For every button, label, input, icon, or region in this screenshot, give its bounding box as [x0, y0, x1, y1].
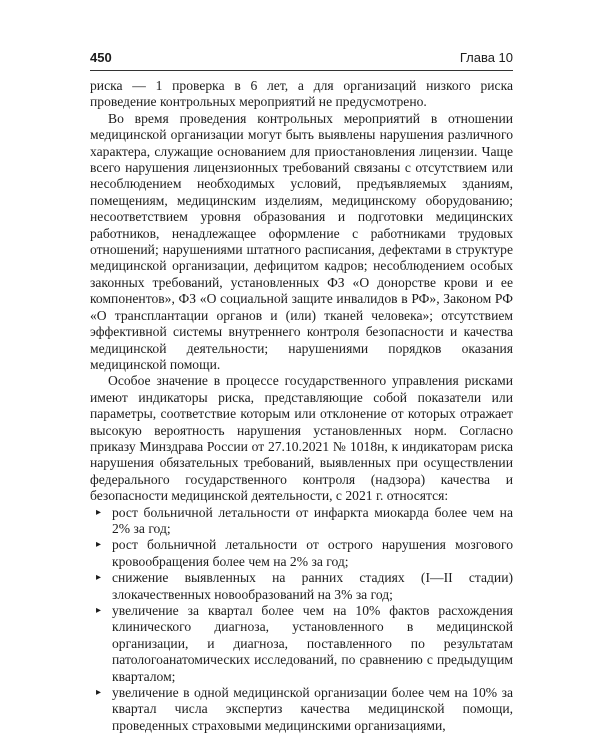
indicator-list — [90, 505, 513, 735]
header-rule — [90, 70, 513, 71]
list-item-text: увеличение в одной медицинской организации более чем на 10% за квартал числа экспертиз качества медицинской помощи, проведенных страховыми медицинскими организациями, — [112, 685, 513, 733]
list-item — [90, 603, 513, 685]
paragraph-violations: Во время проведения контрольных мероприятий в отношении медицинской организации могут быть выявлены нарушения различного характера, служащие основанием для приостановления лицензии. Чаще всего нарушения лицензионных требований связаны с отсутствием или несоблюдением необходимых условий, предъявляемых зданиям, помещениям, медицинским изделиям, медицинскому оборудованию; несоответствием уровня образования и подготовки медицинских работников, ненадлежащее оформление с работниками трудовых отношений; нарушениями штатного расписания, дефектами в структуре медицинской организации, дефицитом кадров; несоблюдением особых законных требований, установленных ФЗ «О донорстве крови и ее компонентов», ФЗ «О социальной защите инвалидов в РФ», Законом РФ «О трансплантации органов и (или) тканей человека»; отсутствием эффективной системы внутреннего контроля безопасности и качества медицинской деятельности; нарушениями порядков оказания медицинской помощи. — [90, 110, 513, 372]
list-item — [90, 537, 513, 570]
chapter-title: Глава 10 — [459, 50, 513, 65]
page-number: 450 — [90, 50, 112, 65]
paragraph-continuation: риска — 1 проверка в 6 лет, а для организаций низкого риска проведение контрольных мероприятий не предусмотрено. — [90, 78, 513, 110]
bullet-icon: ▸ — [96, 506, 102, 518]
bullet-icon: ▸ — [96, 605, 102, 616]
list-item — [90, 685, 513, 734]
list-item-text: увеличение за квартал более чем на 10% фактов расхождения клинического диагноза, установленного в медицинской организации, и диагноза, поставленного по результатам патологоанатомических исследований, по сравнению с предыдущим кварталом; — [112, 603, 513, 684]
paragraph-risk-indicators: Особое значение в процессе государственного управления рисками имеют индикаторы риска, представляющие собой показатели или параметры, соответствие которым или отклонение от которых отражает высокую вероятность нарушения установленных норм. Согласно приказу Минздрава России от 27.10.2021 № 1018н, к индикаторам риска нарушения обязательных требований, выявленных при осуществлении федерального государственного контроля (надзора) качества и безопасности медицинской деятельности, с 2021 г. относятся: — [90, 373, 513, 504]
bullet-icon: ▸ — [96, 687, 102, 699]
page-body — [90, 78, 513, 734]
bullet-icon: ▸ — [96, 539, 102, 551]
list-item-text: рост больничной летальности от инфаркта миокарда более чем на 2% за год; — [112, 504, 513, 536]
running-header — [90, 50, 513, 68]
list-item — [90, 505, 513, 538]
list-item-text: снижение выявленных на ранних стадиях (I—II стадии) злокачественных новообразований на 3% за год; — [112, 570, 513, 602]
list-item — [90, 570, 513, 603]
bullet-icon: ▸ — [96, 572, 102, 584]
list-item-text: рост больничной летальности от острого нарушения мозгового кровообращения более чем на 2% за год; — [112, 537, 513, 569]
